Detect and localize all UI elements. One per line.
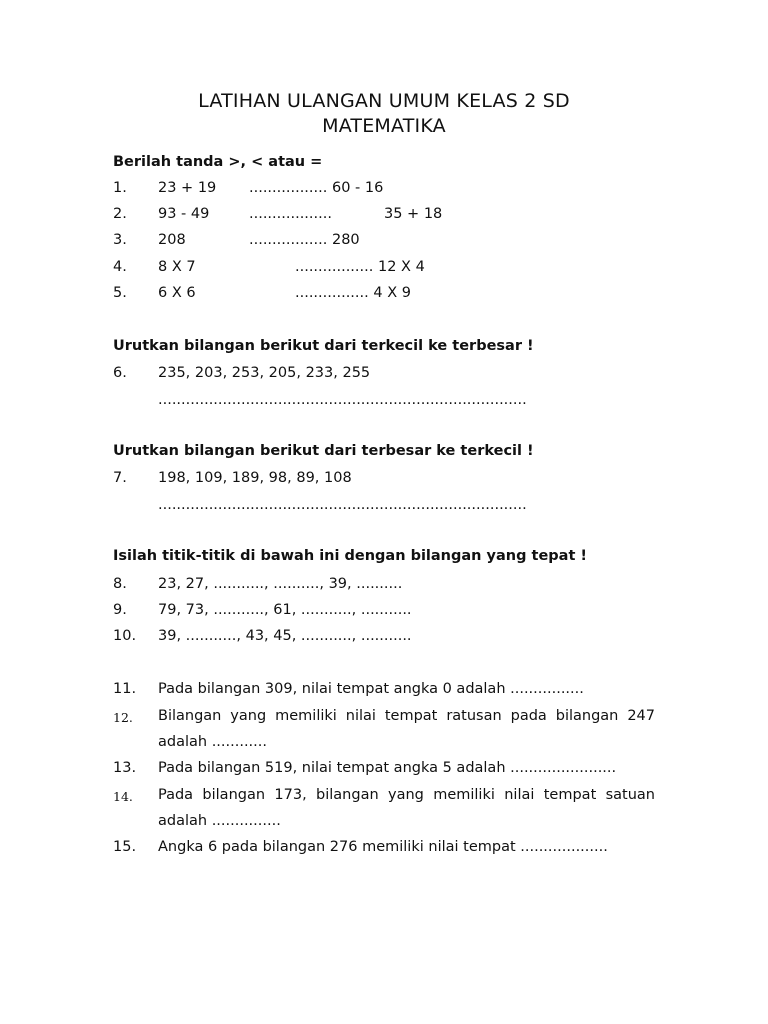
question-number: 15. [113,839,137,855]
question-text: adalah ............ [158,734,267,750]
answer-blank: ................. 12 X 4 [295,259,425,275]
question-text: Pada bilangan 173, bilangan yang memiliki nilai tempat satuan [158,787,655,803]
question-number: 14. [113,789,133,804]
number-list: 235, 203, 253, 205, 233, 255 [158,365,371,381]
question-number: 5. [113,285,127,301]
left-expression: 8 X 7 [158,259,196,275]
sequence-text: 39, ..........., 43, 45, ..........., ........... [158,628,412,644]
section-heading-fill-blanks: Isilah titik-titik di bawah ini dengan bilangan yang tepat ! [113,548,588,564]
question-row [0,259,768,281]
question-text: Pada bilangan 309, nilai tempat angka 0 adalah ................ [158,681,584,697]
question-row [0,285,768,307]
worksheet-title: LATIHAN ULANGAN UMUM KELAS 2 SD [198,90,570,112]
section-heading-ascending: Urutkan bilangan berikut dari terkecil ke terbesar ! [113,338,534,354]
answer-line-row [0,392,768,414]
question-number: 4. [113,259,127,275]
question-text: Bilangan yang memiliki nilai tempat ratusan pada bilangan 247 [158,708,655,724]
sequence-text: 23, 27, ..........., .........., 39, .......... [158,576,403,592]
question-number: 9. [113,602,127,618]
question-continuation [0,813,768,835]
left-expression: 208 [158,232,186,248]
question-row [0,232,768,254]
question-row [0,180,768,202]
question-text: adalah ............... [158,813,281,829]
question-number: 13. [113,760,137,776]
question-number: 12. [113,710,133,725]
answer-blank: ................. 280 [249,232,360,248]
question-row [0,576,768,598]
question-text: Pada bilangan 519, nilai tempat angka 5 adalah ....................... [158,760,617,776]
answer-line: ................................................................................ [158,392,527,408]
answer-blank: ................. 60 - 16 [249,180,384,196]
number-list: 198, 109, 189, 98, 89, 108 [158,470,352,486]
question-text: Angka 6 pada bilangan 276 memiliki nilai tempat ................... [158,839,608,855]
worksheet-subject: MATEMATIKA [322,115,446,137]
left-expression: 6 X 6 [158,285,196,301]
question-number: 8. [113,576,127,592]
question-continuation [0,734,768,756]
left-expression: 23 + 19 [158,180,217,196]
question-number: 11. [113,681,137,697]
question-number: 6. [113,365,127,381]
question-number: 1. [113,180,127,196]
question-row [0,787,768,809]
question-row [0,708,768,730]
question-row [0,760,768,782]
question-number: 7. [113,470,127,486]
question-row [0,470,768,492]
question-row [0,839,768,861]
section-heading-compare: Berilah tanda >, < atau = [113,154,323,170]
question-row [0,628,768,650]
question-row [0,602,768,624]
question-row [0,365,768,387]
section-heading-descending: Urutkan bilangan berikut dari terbesar ke terkecil ! [113,443,534,459]
question-row [0,206,768,228]
question-number: 2. [113,206,127,222]
left-expression: 93 - 49 [158,206,210,222]
answer-blank: ................ 4 X 9 [295,285,411,301]
question-number: 3. [113,232,127,248]
question-number: 10. [113,628,137,644]
answer-line-row [0,497,768,519]
sequence-text: 79, 73, ..........., 61, ..........., ........... [158,602,412,618]
answer-blank: .................. [249,206,332,222]
question-row [0,681,768,703]
right-expression: 35 + 18 [384,206,443,222]
answer-line: ................................................................................ [158,497,527,513]
